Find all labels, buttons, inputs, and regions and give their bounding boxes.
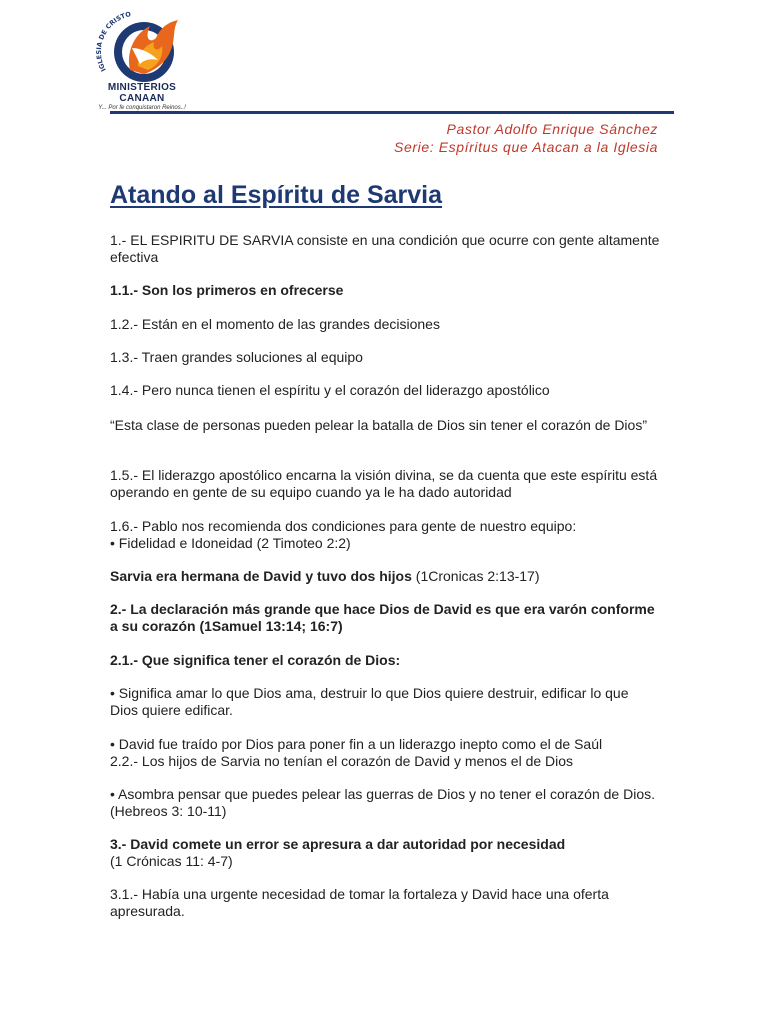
page-title: Atando al Espíritu de Sarvia	[110, 181, 443, 209]
paragraph-1-3: 1.3.- Traen grandes soluciones al equipo	[110, 349, 363, 365]
paragraph-david-2-2	[110, 736, 602, 770]
logo-arc-text: IGLESIA DE CRISTO	[94, 10, 132, 73]
paragraph-1: 1.- EL ESPIRITU DE SARVIA consiste en una condición que ocurre con gente altamente efectiva	[110, 232, 660, 265]
paragraph-1-5: 1.5.- El liderazgo apostólico encarna la visión divina, se da cuenta que este espíritu está operando en gente de su equipo cuando ya le ha dado autoridad	[110, 467, 658, 500]
sarvia-reference: (1Cronicas 2:13-17)	[411, 568, 540, 584]
paragraph-2-2: 2.2.- Los hijos de Sarvia no tenían el corazón de David y menos el de Dios	[110, 753, 574, 769]
bullet-david: • David fue traído por Dios para poner fin a un liderazgo inepto como el de Saúl	[110, 736, 603, 752]
bullet-significa: • Significa amar lo que Dios ama, destruir lo que Dios quiere destruir, edificar lo que Dios quiere edificar.	[110, 685, 629, 718]
paragraph-1-1: 1.1.- Son los primeros en ofrecerse	[110, 282, 344, 298]
paragraph-3-reference: (1 Crónicas 11: 4-7)	[110, 853, 233, 869]
logo-motto: Y... Por fe conquistaron Reinos..!	[98, 105, 186, 111]
author-block	[394, 120, 658, 156]
paragraph-1-2: 1.2.- Están en el momento de las grandes decisiones	[110, 316, 440, 332]
paragraph-1-6	[110, 518, 576, 552]
paragraph-3-1: 3.1.- Había una urgente necesidad de tomar la fortaleza y David hace una oferta apresurada.	[110, 886, 609, 919]
series-name: Serie: Espíritus que Atacan a la Iglesia	[394, 139, 658, 155]
header-divider	[110, 111, 674, 114]
paragraph-3	[110, 836, 565, 870]
logo-name: MINISTERIOS CANAAN	[107, 82, 177, 104]
sarvia-paragraph	[110, 568, 540, 585]
sarvia-bold: Sarvia era hermana de David y tuvo dos hijos	[110, 568, 412, 584]
quote-paragraph: “Esta clase de personas pueden pelear la batalla de Dios sin tener el corazón de Dios”	[110, 417, 647, 433]
bullet-asombra: • Asombra pensar que puedes pelear las guerras de Dios y no tener el corazón de Dios. (Hebreos 3: 10-11)	[110, 786, 655, 819]
bullet-fidelidad: • Fidelidad e Idoneidad (2 Timoteo 2:2)	[110, 535, 351, 551]
paragraph-1-4: 1.4.- Pero nunca tienen el espíritu y el corazón del liderazgo apostólico	[110, 382, 550, 398]
paragraph-1-6-line: 1.6.- Pablo nos recomienda dos condiciones para gente de nuestro equipo:	[110, 518, 577, 534]
author-name: Pastor Adolfo Enrique Sánchez	[446, 121, 658, 137]
paragraph-2: 2.- La declaración más grande que hace Dios de David es que era varón conforme a su corazón (1Samuel 13:14; 16:7)	[110, 601, 655, 634]
paragraph-2-1: 2.1.- Que significa tener el corazón de Dios:	[110, 652, 401, 668]
logo-caption	[84, 82, 200, 111]
paragraph-3-bold: 3.- David comete un error se apresura a dar autoridad por necesidad	[110, 836, 566, 852]
dove-flame-icon	[86, 8, 198, 88]
